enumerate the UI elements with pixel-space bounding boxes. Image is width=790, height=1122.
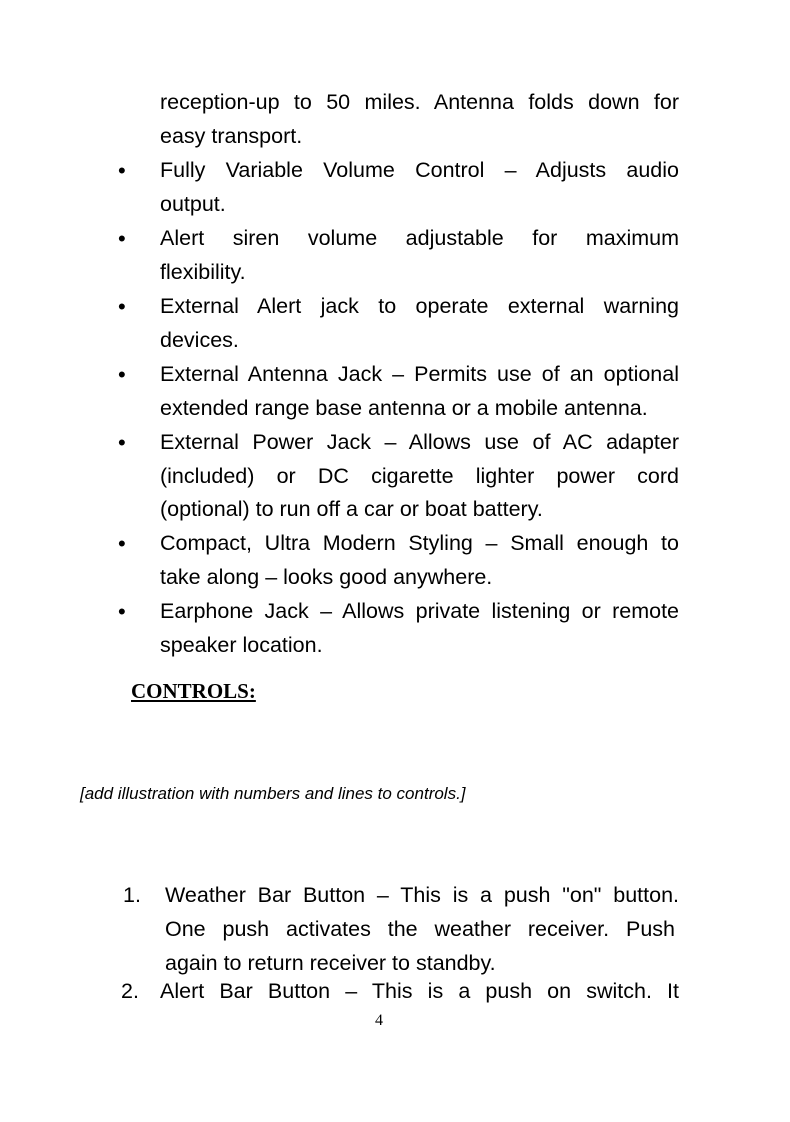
controls-heading: CONTROLS: — [131, 679, 256, 703]
feature-line: Fully Variable Volume Control – Adjusts audio — [160, 158, 679, 182]
illustration-note: [add illustration with numbers and lines to controls.] — [80, 784, 466, 803]
bullet-icon — [118, 607, 128, 617]
control-number: 2. — [121, 979, 139, 1003]
page-number: 4 — [375, 1012, 383, 1029]
feature-line: take along – looks good anywhere. — [160, 565, 493, 589]
bullet-icon — [118, 539, 128, 549]
intro-line-1: reception-up to 50 miles. Antenna folds down for — [160, 90, 679, 114]
control-line: One push activates the weather receiver. Push — [165, 917, 675, 941]
feature-line: Alert siren volume adjustable for maximum — [160, 226, 679, 250]
feature-line: extended range base antenna or a mobile antenna. — [160, 396, 648, 420]
feature-line: (optional) to run off a car or boat battery. — [160, 497, 543, 521]
feature-line: devices. — [160, 328, 239, 352]
feature-line: External Alert jack to operate external warning — [160, 294, 679, 318]
bullet-icon — [118, 234, 128, 244]
feature-line: speaker location. — [160, 633, 323, 657]
feature-line: External Power Jack – Allows use of AC adapter — [160, 430, 679, 454]
feature-line: flexibility. — [160, 260, 246, 284]
feature-line: Earphone Jack – Allows private listening or remote — [160, 599, 679, 623]
control-line: Alert Bar Button – This is a push on switch. It — [160, 979, 679, 1003]
feature-line: output. — [160, 192, 226, 216]
feature-line: Compact, Ultra Modern Styling – Small enough to — [160, 531, 679, 555]
bullet-icon — [118, 438, 128, 448]
feature-line: (included) or DC cigarette lighter power cord — [160, 464, 679, 488]
control-line: Weather Bar Button – This is a push "on" button. — [165, 883, 679, 907]
feature-line: External Antenna Jack – Permits use of an optional — [160, 362, 679, 386]
bullet-icon — [118, 370, 128, 380]
control-number: 1. — [123, 883, 141, 907]
bullet-icon — [118, 302, 128, 312]
bullet-icon — [118, 166, 128, 176]
intro-line-2: easy transport. — [160, 124, 303, 148]
control-line: again to return receiver to standby. — [165, 951, 496, 975]
